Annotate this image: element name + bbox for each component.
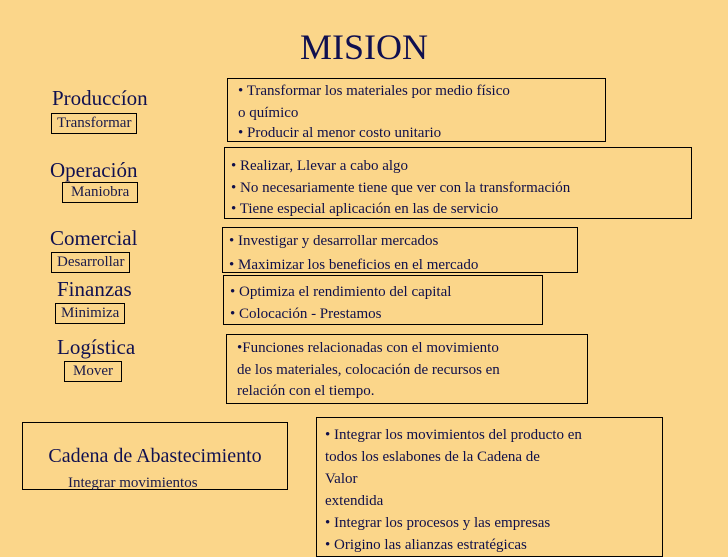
box-line: • Maximizar los beneficios en el mercado (229, 257, 479, 273)
box-line: • Tiene especial aplicación en las de servicio (231, 201, 499, 217)
box-line: • Investigar y desarrollar mercados (229, 233, 439, 249)
area-operacion: Operación (50, 158, 138, 182)
tag-mover: Mover (64, 361, 122, 382)
box-line: • Integrar los procesos y las empresas (325, 515, 551, 531)
box-line: • Colocación - Prestamos (230, 306, 382, 322)
page-title: MISION (299, 27, 428, 67)
box-produccion (227, 78, 606, 142)
box-line: de los materiales, colocación de recursos en (237, 362, 500, 378)
area-finanzas: Finanzas (57, 277, 132, 301)
chain-title: Cadena de Abastecimiento (48, 445, 262, 467)
box-line: Valor (325, 471, 358, 487)
box-operacion (224, 147, 692, 219)
tag-maniobra: Maniobra (62, 182, 138, 203)
area-comercial: Comercial (50, 226, 138, 250)
box-comercial (222, 227, 578, 273)
box-line: o químico (238, 105, 299, 121)
box-chain (316, 417, 663, 557)
box-line: extendida (325, 493, 384, 509)
tag-desarrollar: Desarrollar (51, 252, 130, 273)
box-line: • Origino las alianzas estratégicas (325, 537, 527, 553)
box-line: •Funciones relacionadas con el movimiento (237, 340, 499, 356)
box-line: relación con el tiempo. (237, 383, 375, 399)
box-line: • Realizar, Llevar a cabo algo (231, 158, 409, 174)
box-line: • Producir al menor costo unitario (238, 125, 442, 141)
tag-transformar: Transformar (51, 113, 137, 134)
chain-subtitle: Integrar movimientos (68, 475, 198, 491)
box-line: • Integrar los movimientos del producto en (325, 427, 582, 443)
box-logistica (226, 334, 588, 404)
area-produccion: Produccíon (52, 86, 148, 110)
box-line: • Transformar los materiales por medio físico (238, 83, 510, 99)
box-finanzas (223, 275, 543, 325)
area-logistica: Logística (57, 335, 136, 359)
tag-minimiza: Minimiza (55, 303, 125, 324)
box-line: todos los eslabones de la Cadena de (325, 449, 540, 465)
box-line: • No necesariamente tiene que ver con la transformación (231, 180, 571, 196)
box-line: • Optimiza el rendimiento del capital (230, 284, 452, 300)
